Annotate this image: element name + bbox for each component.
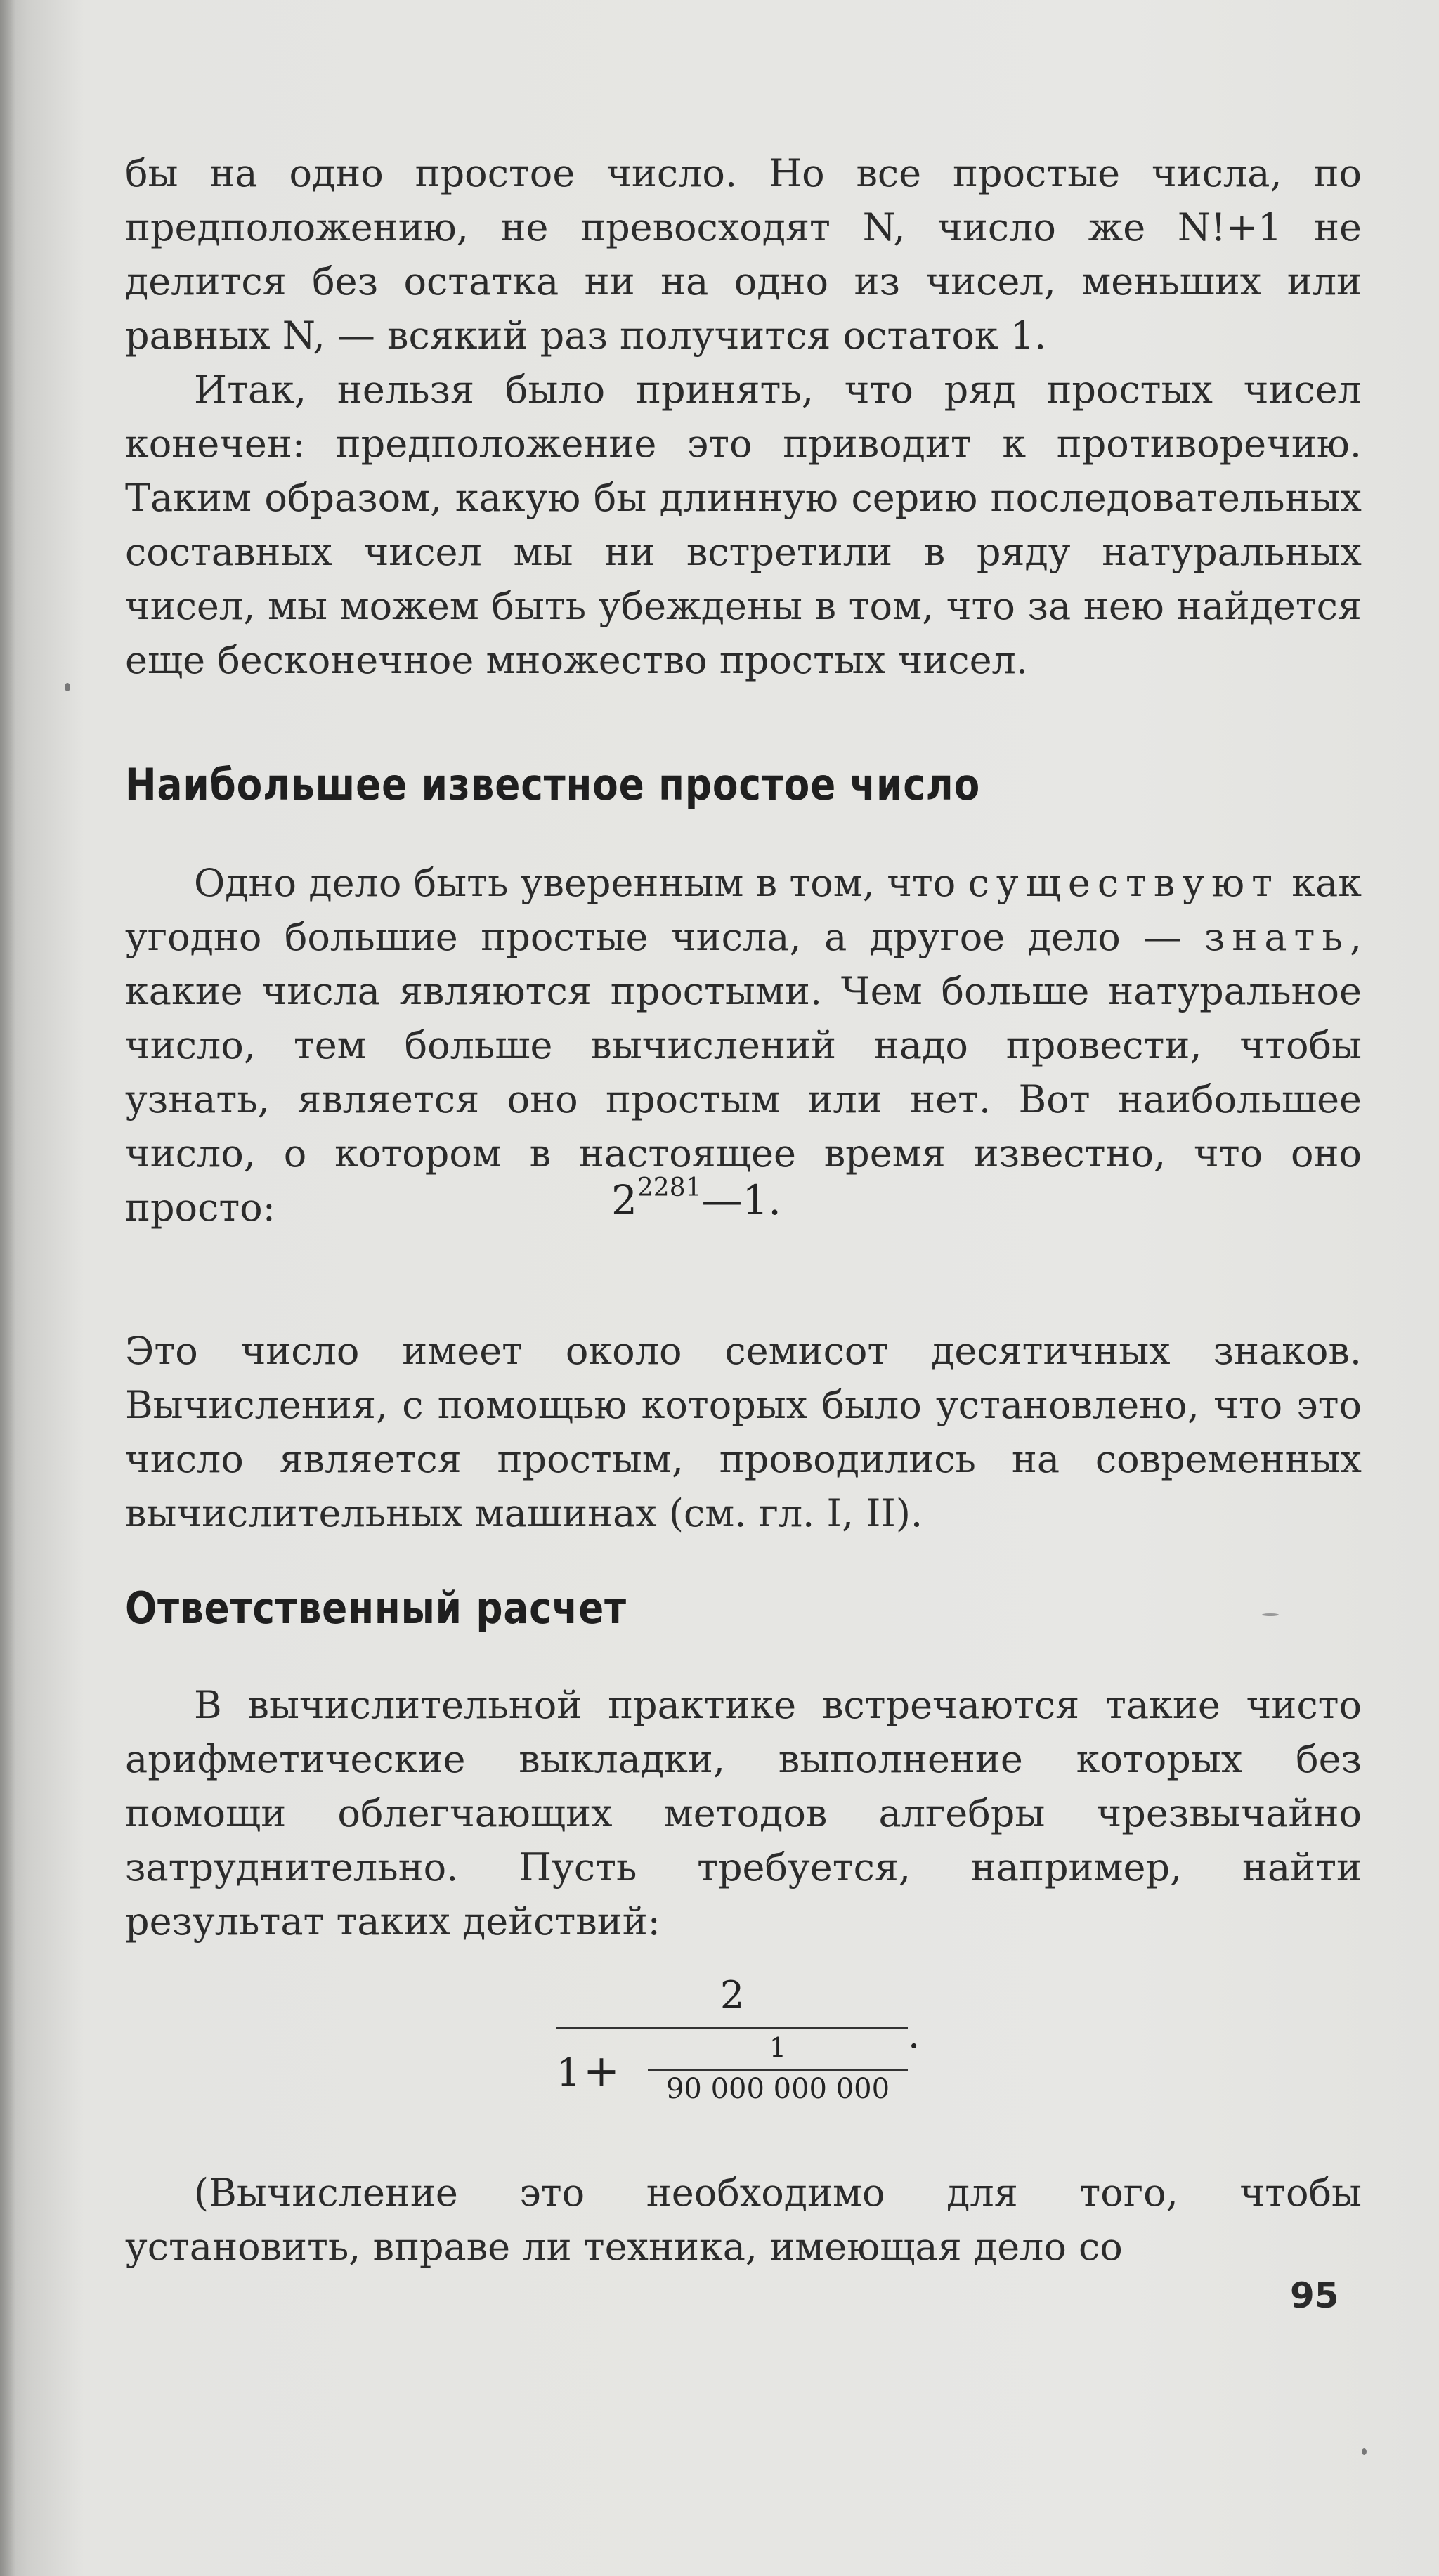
fraction-plus: + [583,2045,620,2096]
paragraph-3-after: , какие числа являются простыми. Чем больше натуральное число, тем больше вычислений надо провести, чтобы узнать, является оно простым или нет. Вот наибольшее число, о котором в настоящее время известно, что оно просто: [125,915,1362,1230]
paragraph-block-3 [125,1324,1362,1540]
paper-speck [1362,2448,1367,2455]
fraction-small-denominator: 90 000 000 000 [665,2073,890,2105]
paper-speck [1262,1613,1279,1616]
paragraph-3-before: Одно дело быть уверенным в том, что [194,861,968,905]
heading-largest-prime: Наибольшее известное простое число [125,759,981,810]
paragraph-6: (Вычисление это необходимо для того, чтобы установить, вправе ли техника, имеющая дело со [125,2171,1362,2269]
paper-speck [65,683,70,691]
heading-responsible-calculation: Ответственный расчет [125,1582,627,1634]
paragraph-3-spaced-1: существуют [968,861,1280,905]
paragraph-block-4 [125,1678,1362,1949]
fraction-dot: . [908,2012,920,2057]
fraction-small-numerator: 1 [769,2032,787,2063]
page-number: 95 [1290,2275,1339,2316]
fraction-main-bar [556,2027,908,2029]
formula-fraction [556,1973,929,2114]
formula-power-of-two [611,1173,781,1224]
paragraph-4: Это число имеет около семисот десятичных знаков. Вычисления, с помощью которых было установлено, что это число является простым, проводились на современных вычислительных машинах (см. гл. I, II). [125,1329,1362,1535]
paragraph-block-1 [125,146,1362,687]
fraction-numerator: 2 [720,1973,745,2017]
paragraph-1: бы на одно простое число. Но все простые числа, по предположению, не превосходят N, число же N!+1 не делится без остатка ни на одно из чисел, меньших или равных N, — всякий раз получится остаток 1. [125,151,1362,358]
formula-exponent: 2281 [637,1173,702,1202]
paragraph-3-middle: как угодно большие простые числа, а другое дело — [125,861,1362,959]
paragraph-5: В вычислительной практике встречаются такие чисто арифметические выкладки, выполнение которых без помощи облегчающих методов алгебры чрезвычайно затруднительно. Пусть требуется, например, найти результат таких действий: [125,1683,1362,1944]
paragraph-2: Итак, нельзя было принять, что ряд простых чисел конечен: предположение это приводит к противоречию. Таким образом, какую бы длинную серию последовательных составных чисел мы ни встретили в ряду натуральных чисел, мы можем быть убеждены в том, что за нею найдется еще бесконечное множество простых чисел. [125,367,1362,682]
paragraph-3-spaced-2: знать [1204,915,1350,959]
formula-base: 2 [611,1176,637,1224]
fraction-one: 1 [556,2050,581,2095]
page-binding-shadow [0,0,15,2576]
formula-tail: —1. [701,1176,781,1224]
fraction-small-bar [648,2069,908,2071]
paragraph-block-5 [125,2166,1362,2274]
